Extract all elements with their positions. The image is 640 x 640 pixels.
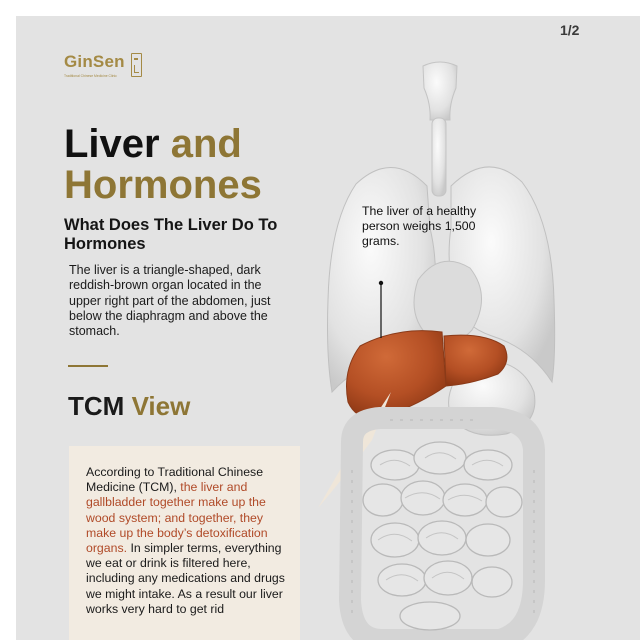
trachea [432,118,446,196]
page-subtitle: What Does The Liver Do To Hormones [64,216,278,253]
page-indicator: 1/2 [560,22,580,38]
section-divider [68,365,108,367]
annotation-dot [379,281,383,285]
tcm-highlight: the liver and gallbladder together make up the wood system; and together, they make up the body’s detoxification organs. [86,480,268,556]
small-intestine [363,442,522,630]
tcm-heading-accent: View [131,391,191,421]
larynx [423,62,457,120]
brand-name: GinSen [64,52,125,71]
title-accent-hormones: Hormones [64,163,262,207]
page-title [64,124,262,206]
tcm-text-before: According to Traditional Chinese Medicine (TCM), [86,465,264,495]
liver-weight-annotation: The liver of a healthy person weighs 1,500 grams. [362,204,477,249]
title-main: Liver [64,122,160,166]
tcm-text-after: In simpler terms, everything we eat or drink is filtered here, including any medications and drugs we might intake. As a result our liver works very hard to get rid [86,541,285,616]
brand-tagline: Traditional Chinese Medicine Clinic [64,74,117,78]
intro-paragraph: The liver is a triangle-shaped, dark reddish-brown organ located in the upper right part of the abdomen, just below the diaphragm and above the stomach. [69,263,271,339]
brand-logo [64,52,154,82]
title-accent-and: and [170,122,242,166]
tcm-heading-main: TCM [68,391,125,421]
title-line-1 [64,124,262,165]
tcm-heading [68,391,190,422]
tcm-paragraph [86,465,294,617]
anatomy-illustration [290,40,570,640]
